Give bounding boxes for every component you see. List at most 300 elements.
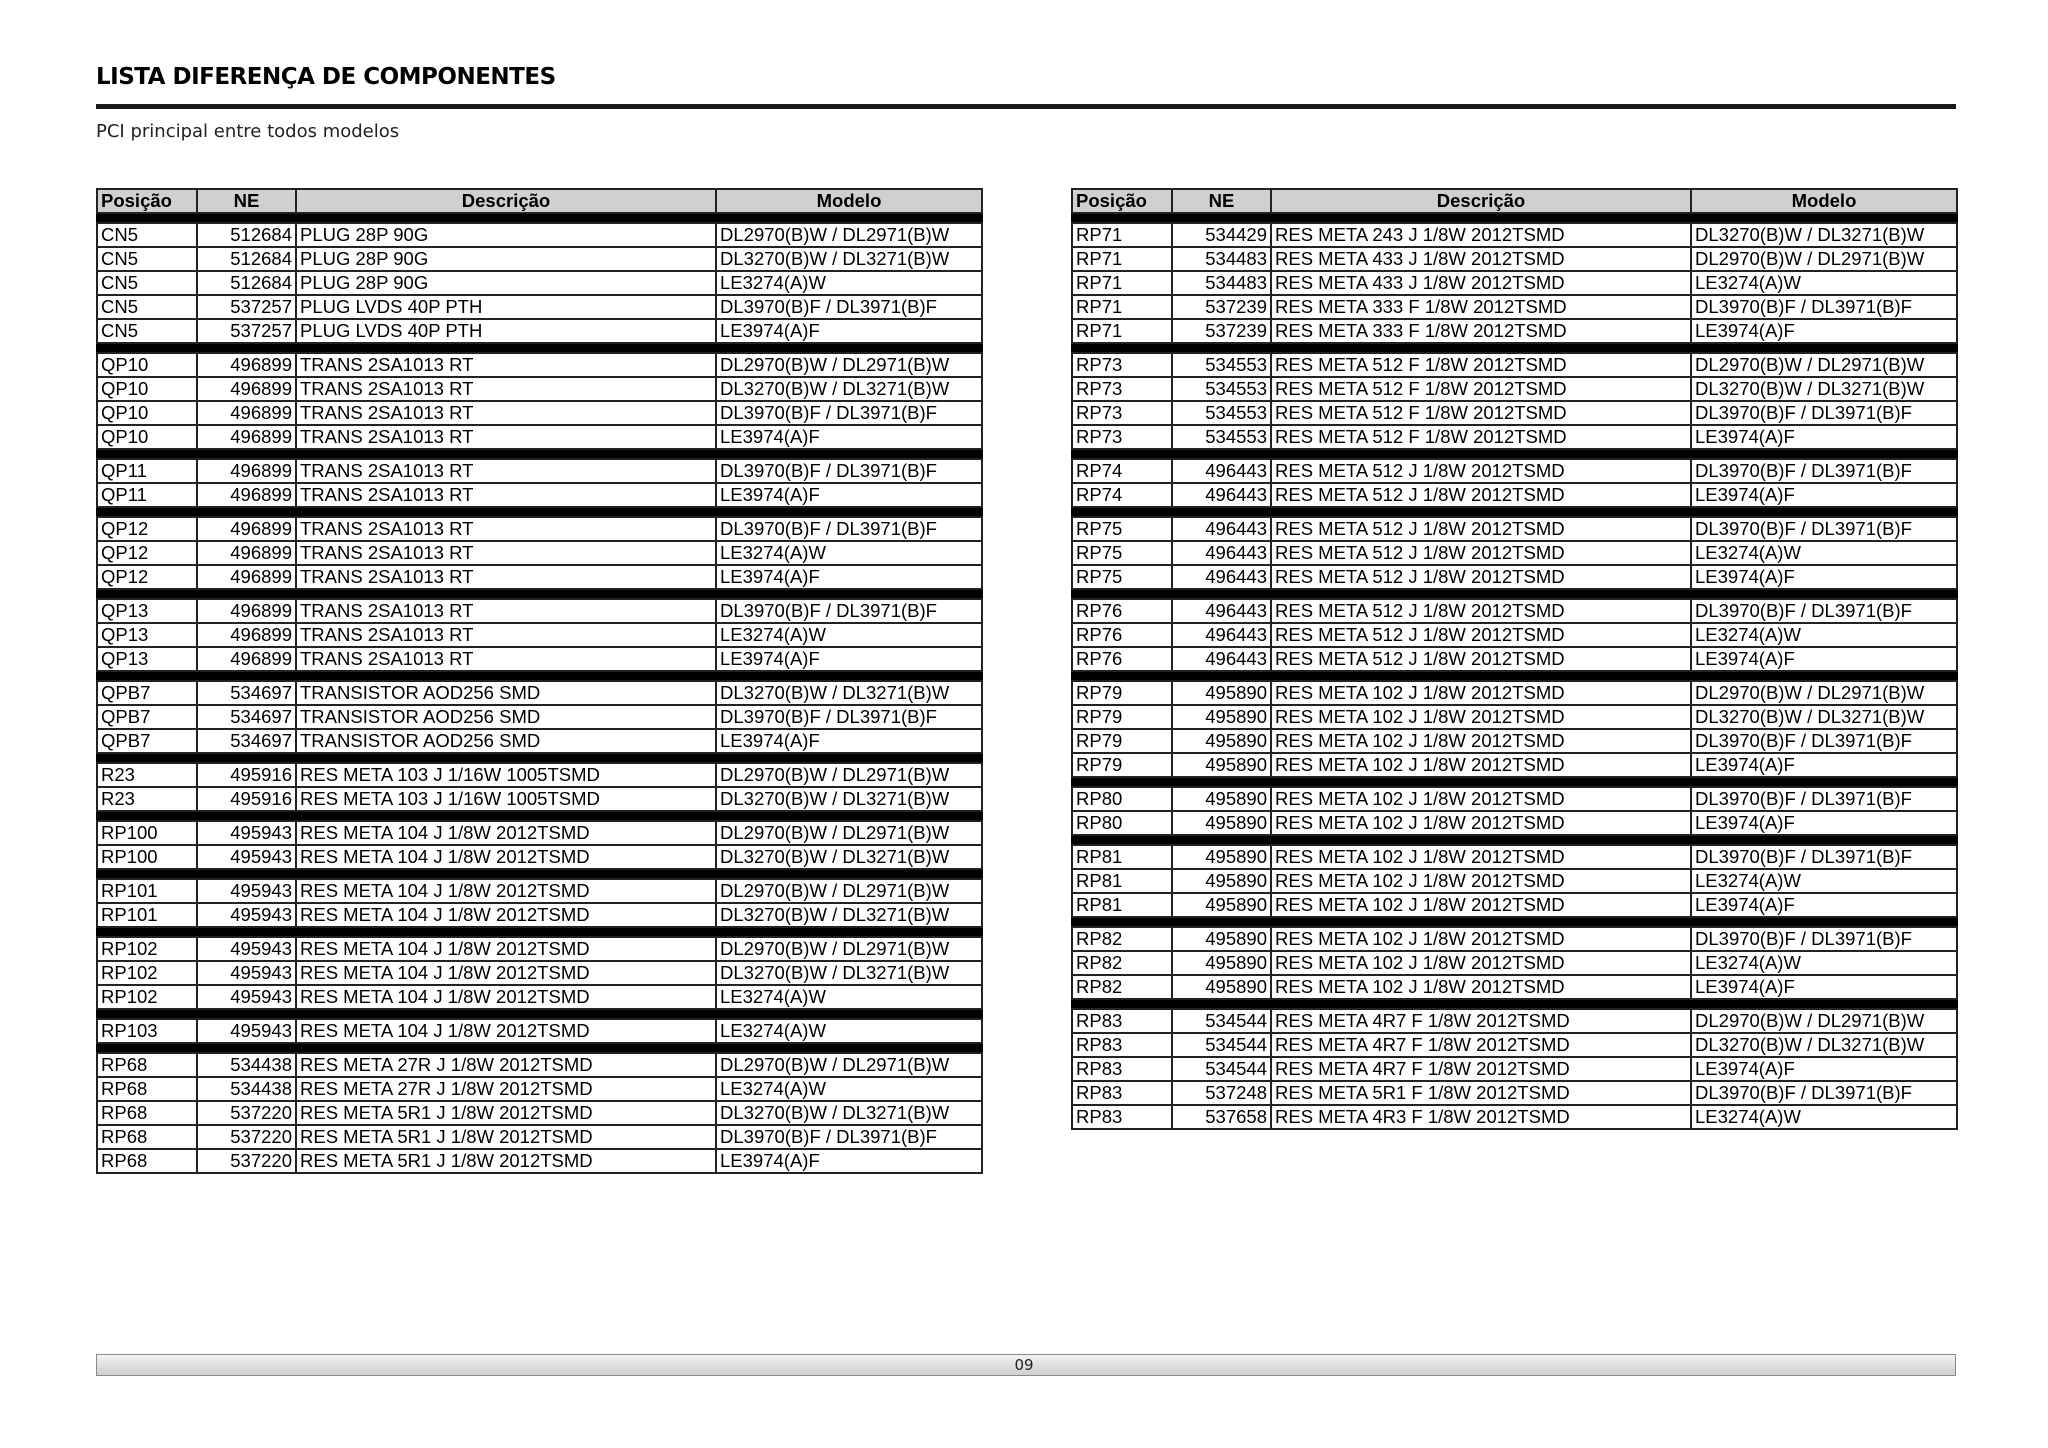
- cell-ne: 496899: [197, 377, 296, 401]
- cell-model: DL3270(B)W / DL3271(B)W: [716, 247, 982, 271]
- cell-model: DL3270(B)W / DL3271(B)W: [716, 845, 982, 869]
- cell-ne: 534553: [1172, 353, 1271, 377]
- cell-position: R23: [97, 787, 197, 811]
- cell-position: QP12: [97, 541, 197, 565]
- group-separator: [97, 1009, 982, 1019]
- cell-position: RP73: [1072, 401, 1172, 425]
- cell-description: RES META 102 J 1/8W 2012TSMD: [1271, 951, 1691, 975]
- group-separator: [1072, 835, 1957, 845]
- cell-description: PLUG LVDS 40P PTH: [296, 319, 716, 343]
- cell-model: DL3270(B)W / DL3271(B)W: [1691, 223, 1957, 247]
- table-row: [97, 903, 982, 927]
- table-row: [97, 705, 982, 729]
- cell-ne: 496443: [1172, 623, 1271, 647]
- cell-position: QPB7: [97, 681, 197, 705]
- separator-bar: [97, 1043, 982, 1053]
- cell-model: DL3970(B)F / DL3971(B)F: [1691, 401, 1957, 425]
- cell-position: RP100: [97, 845, 197, 869]
- table-row: [97, 961, 982, 985]
- column-header-ne: NE: [197, 189, 296, 213]
- table-row: [1072, 753, 1957, 777]
- cell-position: RP80: [1072, 787, 1172, 811]
- cell-ne: 495943: [197, 821, 296, 845]
- table-row: [1072, 425, 1957, 449]
- cell-description: RES META 433 J 1/8W 2012TSMD: [1271, 271, 1691, 295]
- separator-bar: [97, 671, 982, 681]
- group-separator: [1072, 589, 1957, 599]
- cell-model: LE3274(A)W: [716, 1019, 982, 1043]
- table-row: [1072, 271, 1957, 295]
- cell-ne: 496443: [1172, 541, 1271, 565]
- cell-description: TRANS 2SA1013 RT: [296, 565, 716, 589]
- cell-position: RP76: [1072, 599, 1172, 623]
- cell-position: RP71: [1072, 271, 1172, 295]
- cell-ne: 495890: [1172, 845, 1271, 869]
- cell-model: LE3274(A)W: [1691, 271, 1957, 295]
- page-title: LISTA DIFERENÇA DE COMPONENTES: [96, 64, 556, 90]
- cell-description: RES META 4R7 F 1/8W 2012TSMD: [1271, 1057, 1691, 1081]
- components-table-right: [1071, 188, 1958, 1130]
- cell-model: LE3974(A)F: [1691, 483, 1957, 507]
- cell-ne: 534483: [1172, 247, 1271, 271]
- cell-position: RP102: [97, 937, 197, 961]
- separator-bar: [1072, 213, 1957, 223]
- cell-model: LE3274(A)W: [716, 623, 982, 647]
- cell-position: RP68: [97, 1077, 197, 1101]
- cell-ne: 495890: [1172, 705, 1271, 729]
- table-row: [97, 401, 982, 425]
- cell-position: RP79: [1072, 753, 1172, 777]
- cell-model: LE3974(A)F: [1691, 319, 1957, 343]
- cell-description: RES META 243 J 1/8W 2012TSMD: [1271, 223, 1691, 247]
- cell-position: CN5: [97, 247, 197, 271]
- group-separator: [97, 869, 982, 879]
- table-header: [97, 189, 982, 213]
- cell-ne: 496899: [197, 541, 296, 565]
- cell-ne: 534697: [197, 705, 296, 729]
- cell-description: RES META 512 F 1/8W 2012TSMD: [1271, 353, 1691, 377]
- table-row: [97, 295, 982, 319]
- cell-position: RP79: [1072, 705, 1172, 729]
- cell-ne: 537257: [197, 295, 296, 319]
- cell-ne: 537248: [1172, 1081, 1271, 1105]
- table-row: [97, 985, 982, 1009]
- table-row: [1072, 893, 1957, 917]
- cell-ne: 496899: [197, 647, 296, 671]
- cell-ne: 537239: [1172, 295, 1271, 319]
- cell-position: RP100: [97, 821, 197, 845]
- components-table-left: [96, 188, 983, 1174]
- cell-description: RES META 104 J 1/8W 2012TSMD: [296, 937, 716, 961]
- separator-bar: [97, 753, 982, 763]
- table-row: [97, 937, 982, 961]
- column-header-position: Posição: [1072, 189, 1172, 213]
- cell-position: RP83: [1072, 1081, 1172, 1105]
- cell-description: RES META 512 J 1/8W 2012TSMD: [1271, 623, 1691, 647]
- table-row: [97, 459, 982, 483]
- cell-ne: 496443: [1172, 565, 1271, 589]
- cell-description: RES META 102 J 1/8W 2012TSMD: [1271, 681, 1691, 705]
- cell-description: RES META 5R1 J 1/8W 2012TSMD: [296, 1149, 716, 1173]
- column-header-description: Descrição: [1271, 189, 1691, 213]
- cell-ne: 496899: [197, 425, 296, 449]
- table-row: [97, 271, 982, 295]
- table-row: [97, 681, 982, 705]
- table-header: [1072, 189, 1957, 213]
- cell-model: LE3974(A)F: [1691, 565, 1957, 589]
- cell-position: QP11: [97, 459, 197, 483]
- table-row: [1072, 975, 1957, 999]
- cell-model: DL2970(B)W / DL2971(B)W: [1691, 353, 1957, 377]
- cell-description: RES META 102 J 1/8W 2012TSMD: [1271, 787, 1691, 811]
- cell-model: LE3974(A)F: [1691, 975, 1957, 999]
- column-header-model: Modelo: [716, 189, 982, 213]
- cell-model: DL3270(B)W / DL3271(B)W: [716, 903, 982, 927]
- cell-ne: 495890: [1172, 975, 1271, 999]
- cell-position: RP81: [1072, 869, 1172, 893]
- table-row: [97, 845, 982, 869]
- cell-position: RP79: [1072, 729, 1172, 753]
- cell-description: TRANSISTOR AOD256 SMD: [296, 705, 716, 729]
- cell-model: LE3974(A)F: [1691, 893, 1957, 917]
- separator-bar: [97, 811, 982, 821]
- table-row: [97, 599, 982, 623]
- table-row: [1072, 811, 1957, 835]
- cell-description: RES META 512 J 1/8W 2012TSMD: [1271, 459, 1691, 483]
- cell-model: DL3970(B)F / DL3971(B)F: [1691, 787, 1957, 811]
- cell-description: RES META 5R1 J 1/8W 2012TSMD: [296, 1101, 716, 1125]
- cell-description: RES META 102 J 1/8W 2012TSMD: [1271, 869, 1691, 893]
- table-row: [1072, 295, 1957, 319]
- table-row: [1072, 517, 1957, 541]
- cell-position: CN5: [97, 223, 197, 247]
- cell-description: TRANS 2SA1013 RT: [296, 401, 716, 425]
- cell-description: RES META 102 J 1/8W 2012TSMD: [1271, 927, 1691, 951]
- cell-model: LE3274(A)W: [716, 1077, 982, 1101]
- cell-model: DL2970(B)W / DL2971(B)W: [716, 937, 982, 961]
- table-row: [1072, 223, 1957, 247]
- cell-position: RP71: [1072, 295, 1172, 319]
- cell-model: DL3970(B)F / DL3971(B)F: [1691, 295, 1957, 319]
- cell-ne: 495890: [1172, 681, 1271, 705]
- cell-model: DL3970(B)F / DL3971(B)F: [1691, 845, 1957, 869]
- separator-bar: [97, 507, 982, 517]
- cell-ne: 534429: [1172, 223, 1271, 247]
- table-row: [1072, 1081, 1957, 1105]
- cell-model: DL3270(B)W / DL3271(B)W: [716, 377, 982, 401]
- cell-description: RES META 104 J 1/8W 2012TSMD: [296, 845, 716, 869]
- cell-description: RES META 433 J 1/8W 2012TSMD: [1271, 247, 1691, 271]
- cell-model: DL2970(B)W / DL2971(B)W: [716, 223, 982, 247]
- cell-model: DL3270(B)W / DL3271(B)W: [1691, 705, 1957, 729]
- cell-ne: 534553: [1172, 401, 1271, 425]
- cell-ne: 495943: [197, 985, 296, 1009]
- cell-ne: 496899: [197, 623, 296, 647]
- cell-model: DL3970(B)F / DL3971(B)F: [716, 1125, 982, 1149]
- group-separator: [1072, 449, 1957, 459]
- cell-description: RES META 102 J 1/8W 2012TSMD: [1271, 811, 1691, 835]
- table-row: [1072, 599, 1957, 623]
- cell-description: RES META 512 J 1/8W 2012TSMD: [1271, 565, 1691, 589]
- cell-description: RES META 512 J 1/8W 2012TSMD: [1271, 599, 1691, 623]
- cell-description: TRANS 2SA1013 RT: [296, 599, 716, 623]
- cell-description: RES META 4R7 F 1/8W 2012TSMD: [1271, 1009, 1691, 1033]
- cell-description: TRANS 2SA1013 RT: [296, 483, 716, 507]
- table-row: [1072, 1009, 1957, 1033]
- cell-description: TRANS 2SA1013 RT: [296, 425, 716, 449]
- separator-bar: [1072, 835, 1957, 845]
- cell-description: TRANS 2SA1013 RT: [296, 623, 716, 647]
- table-row: [97, 223, 982, 247]
- separator-bar: [1072, 343, 1957, 353]
- table-body: [1072, 213, 1957, 1129]
- table-row: [97, 787, 982, 811]
- cell-model: LE3274(A)W: [1691, 951, 1957, 975]
- cell-description: RES META 104 J 1/8W 2012TSMD: [296, 961, 716, 985]
- table-row: [1072, 729, 1957, 753]
- cell-description: RES META 102 J 1/8W 2012TSMD: [1271, 975, 1691, 999]
- table-row: [97, 821, 982, 845]
- table-row: [97, 425, 982, 449]
- cell-model: LE3974(A)F: [1691, 425, 1957, 449]
- cell-position: QP10: [97, 377, 197, 401]
- table-row: [97, 623, 982, 647]
- cell-ne: 495890: [1172, 729, 1271, 753]
- cell-model: LE3974(A)F: [716, 1149, 982, 1173]
- cell-position: RP102: [97, 961, 197, 985]
- cell-ne: 496443: [1172, 599, 1271, 623]
- group-separator: [1072, 343, 1957, 353]
- cell-description: RES META 4R3 F 1/8W 2012TSMD: [1271, 1105, 1691, 1129]
- table-row: [1072, 927, 1957, 951]
- group-separator: [97, 343, 982, 353]
- cell-ne: 537220: [197, 1101, 296, 1125]
- cell-position: RP82: [1072, 975, 1172, 999]
- cell-model: DL2970(B)W / DL2971(B)W: [716, 353, 982, 377]
- cell-position: RP83: [1072, 1033, 1172, 1057]
- cell-ne: 495943: [197, 845, 296, 869]
- cell-ne: 512684: [197, 271, 296, 295]
- cell-model: LE3274(A)W: [716, 985, 982, 1009]
- table-row: [97, 483, 982, 507]
- cell-model: LE3974(A)F: [716, 425, 982, 449]
- cell-position: RP101: [97, 903, 197, 927]
- table-row: [1072, 787, 1957, 811]
- cell-model: DL3270(B)W / DL3271(B)W: [716, 961, 982, 985]
- cell-model: LE3974(A)F: [716, 483, 982, 507]
- cell-position: QP13: [97, 623, 197, 647]
- cell-ne: 534697: [197, 681, 296, 705]
- cell-ne: 495943: [197, 1019, 296, 1043]
- cell-ne: 512684: [197, 223, 296, 247]
- cell-position: RP73: [1072, 353, 1172, 377]
- group-separator: [97, 507, 982, 517]
- table-row: [97, 1019, 982, 1043]
- cell-position: RP103: [97, 1019, 197, 1043]
- cell-model: DL2970(B)W / DL2971(B)W: [1691, 681, 1957, 705]
- cell-model: LE3274(A)W: [1691, 869, 1957, 893]
- cell-ne: 534553: [1172, 377, 1271, 401]
- cell-ne: 495943: [197, 903, 296, 927]
- cell-position: QPB7: [97, 729, 197, 753]
- cell-position: RP76: [1072, 647, 1172, 671]
- cell-description: RES META 512 J 1/8W 2012TSMD: [1271, 517, 1691, 541]
- cell-ne: 495890: [1172, 869, 1271, 893]
- cell-ne: 495916: [197, 763, 296, 787]
- cell-description: RES META 102 J 1/8W 2012TSMD: [1271, 705, 1691, 729]
- cell-description: RES META 102 J 1/8W 2012TSMD: [1271, 893, 1691, 917]
- cell-ne: 537257: [197, 319, 296, 343]
- cell-ne: 495890: [1172, 753, 1271, 777]
- cell-position: CN5: [97, 319, 197, 343]
- group-separator: [97, 811, 982, 821]
- separator-bar: [97, 869, 982, 879]
- table-row: [1072, 951, 1957, 975]
- table-row: [1072, 319, 1957, 343]
- separator-bar: [1072, 671, 1957, 681]
- cell-description: TRANS 2SA1013 RT: [296, 517, 716, 541]
- table-row: [97, 247, 982, 271]
- cell-description: RES META 512 F 1/8W 2012TSMD: [1271, 377, 1691, 401]
- cell-model: LE3274(A)W: [1691, 623, 1957, 647]
- group-separator: [97, 589, 982, 599]
- cell-position: RP71: [1072, 319, 1172, 343]
- cell-ne: 495943: [197, 937, 296, 961]
- group-separator: [1072, 999, 1957, 1009]
- cell-position: QP10: [97, 425, 197, 449]
- column-header-description: Descrição: [296, 189, 716, 213]
- cell-position: RP75: [1072, 541, 1172, 565]
- group-separator: [97, 449, 982, 459]
- cell-description: PLUG LVDS 40P PTH: [296, 295, 716, 319]
- cell-position: RP102: [97, 985, 197, 1009]
- cell-ne: 495943: [197, 961, 296, 985]
- cell-model: LE3274(A)W: [716, 271, 982, 295]
- cell-ne: 496899: [197, 599, 296, 623]
- separator-bar: [97, 213, 982, 223]
- cell-model: DL3270(B)W / DL3271(B)W: [1691, 1033, 1957, 1057]
- cell-position: QP13: [97, 647, 197, 671]
- cell-position: CN5: [97, 271, 197, 295]
- cell-description: RES META 27R J 1/8W 2012TSMD: [296, 1053, 716, 1077]
- cell-description: RES META 102 J 1/8W 2012TSMD: [1271, 753, 1691, 777]
- cell-description: TRANSISTOR AOD256 SMD: [296, 729, 716, 753]
- cell-ne: 496899: [197, 565, 296, 589]
- table-row: [1072, 459, 1957, 483]
- cell-position: RP75: [1072, 517, 1172, 541]
- title-divider: [96, 104, 1956, 109]
- cell-description: RES META 512 F 1/8W 2012TSMD: [1271, 401, 1691, 425]
- cell-ne: 537220: [197, 1125, 296, 1149]
- separator-bar: [1072, 777, 1957, 787]
- cell-position: RP81: [1072, 893, 1172, 917]
- cell-position: RP68: [97, 1125, 197, 1149]
- cell-description: RES META 104 J 1/8W 2012TSMD: [296, 879, 716, 903]
- cell-position: CN5: [97, 295, 197, 319]
- cell-position: QP10: [97, 401, 197, 425]
- group-separator: [1072, 777, 1957, 787]
- separator-bar: [97, 449, 982, 459]
- table-row: [1072, 705, 1957, 729]
- cell-model: LE3974(A)F: [716, 729, 982, 753]
- cell-position: R23: [97, 763, 197, 787]
- page-number: 09: [1014, 1356, 1034, 1374]
- table-row: [97, 729, 982, 753]
- cell-description: RES META 104 J 1/8W 2012TSMD: [296, 903, 716, 927]
- table-row: [97, 1053, 982, 1077]
- table-row: [1072, 1033, 1957, 1057]
- cell-description: TRANS 2SA1013 RT: [296, 459, 716, 483]
- cell-model: LE3974(A)F: [1691, 1057, 1957, 1081]
- cell-description: PLUG 28P 90G: [296, 271, 716, 295]
- cell-description: RES META 103 J 1/16W 1005TSMD: [296, 763, 716, 787]
- cell-ne: 495890: [1172, 893, 1271, 917]
- cell-model: LE3974(A)F: [1691, 647, 1957, 671]
- group-separator: [1072, 671, 1957, 681]
- cell-model: DL3970(B)F / DL3971(B)F: [716, 401, 982, 425]
- cell-description: RES META 103 J 1/16W 1005TSMD: [296, 787, 716, 811]
- separator-bar: [97, 343, 982, 353]
- cell-ne: 495890: [1172, 787, 1271, 811]
- table-row: [97, 353, 982, 377]
- cell-model: LE3974(A)F: [716, 647, 982, 671]
- cell-ne: 496443: [1172, 459, 1271, 483]
- cell-position: RP82: [1072, 951, 1172, 975]
- cell-ne: 534544: [1172, 1009, 1271, 1033]
- cell-position: RP83: [1072, 1009, 1172, 1033]
- table-row: [97, 647, 982, 671]
- cell-position: RP83: [1072, 1057, 1172, 1081]
- cell-position: RP75: [1072, 565, 1172, 589]
- table-row: [1072, 247, 1957, 271]
- cell-description: PLUG 28P 90G: [296, 223, 716, 247]
- table-row: [1072, 1105, 1957, 1129]
- cell-position: RP68: [97, 1101, 197, 1125]
- cell-position: RP73: [1072, 425, 1172, 449]
- cell-position: RP80: [1072, 811, 1172, 835]
- cell-position: RP68: [97, 1053, 197, 1077]
- cell-ne: 496899: [197, 483, 296, 507]
- cell-position: QP10: [97, 353, 197, 377]
- cell-model: DL3970(B)F / DL3971(B)F: [1691, 927, 1957, 951]
- cell-ne: 495890: [1172, 927, 1271, 951]
- cell-position: QPB7: [97, 705, 197, 729]
- cell-description: RES META 104 J 1/8W 2012TSMD: [296, 821, 716, 845]
- cell-description: RES META 512 F 1/8W 2012TSMD: [1271, 425, 1691, 449]
- cell-description: TRANS 2SA1013 RT: [296, 353, 716, 377]
- column-header-position: Posição: [97, 189, 197, 213]
- cell-description: RES META 333 F 1/8W 2012TSMD: [1271, 319, 1691, 343]
- separator-bar: [1072, 589, 1957, 599]
- separator-bar: [97, 1009, 982, 1019]
- cell-ne: 495916: [197, 787, 296, 811]
- separator-bar: [1072, 917, 1957, 927]
- separator-bar: [1072, 449, 1957, 459]
- cell-model: DL3970(B)F / DL3971(B)F: [1691, 1081, 1957, 1105]
- page-subtitle: PCI principal entre todos modelos: [96, 121, 400, 142]
- cell-model: DL3970(B)F / DL3971(B)F: [716, 459, 982, 483]
- cell-model: DL3970(B)F / DL3971(B)F: [716, 599, 982, 623]
- cell-position: RP101: [97, 879, 197, 903]
- cell-ne: 496443: [1172, 647, 1271, 671]
- cell-position: RP81: [1072, 845, 1172, 869]
- table-row: [97, 517, 982, 541]
- cell-position: RP79: [1072, 681, 1172, 705]
- table-row: [1072, 647, 1957, 671]
- cell-position: RP76: [1072, 623, 1172, 647]
- cell-model: DL3270(B)W / DL3271(B)W: [1691, 377, 1957, 401]
- cell-description: TRANS 2SA1013 RT: [296, 541, 716, 565]
